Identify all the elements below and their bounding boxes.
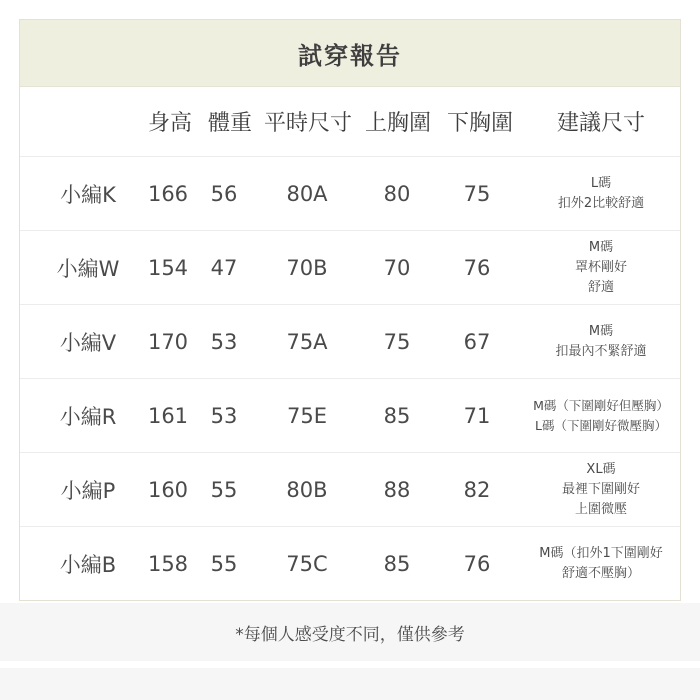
- row-name: 小編B: [59, 553, 117, 577]
- recommendation-line: M碼: [588, 323, 614, 339]
- row-height: 161: [147, 403, 189, 428]
- row-weight: 53: [210, 403, 238, 428]
- table-row: [20, 527, 680, 601]
- row-usual-size: 75E: [287, 403, 327, 428]
- row-name: 小編R: [59, 404, 117, 429]
- row-upper-bust: 80: [383, 181, 411, 206]
- row-weight: 55: [210, 552, 238, 576]
- recommendation-line: L碼: [590, 175, 612, 191]
- row-height: 154: [147, 255, 189, 280]
- row-usual-size: 80A: [286, 181, 328, 206]
- row-usual-size: 70B: [286, 255, 328, 280]
- row-name: 小編P: [60, 478, 116, 503]
- row-weight: 56: [210, 181, 238, 206]
- row-recommendation: [520, 157, 682, 230]
- recommendation-line: M碼（下圍剛好但壓胸）: [533, 397, 669, 413]
- row-under-bust: 76: [463, 552, 491, 576]
- row-upper-bust: 85: [383, 403, 411, 428]
- row-weight: 55: [210, 477, 238, 502]
- row-usual-size: 75A: [286, 329, 328, 354]
- row-upper-bust: 88: [383, 477, 411, 502]
- disclaimer-note: [0, 603, 700, 661]
- row-weight: 47: [210, 255, 238, 280]
- fitting-report-table: [19, 19, 681, 601]
- row-height: 160: [147, 477, 189, 502]
- table-row: [20, 305, 680, 379]
- recommendation-line: 舒適不壓胸）: [561, 566, 640, 581]
- recommendation-line: L碼（下圍剛好微壓胸）: [535, 417, 667, 433]
- row-height: 158: [147, 552, 189, 576]
- header-under-bust: 下胸圍: [446, 111, 513, 136]
- row-weight: 53: [210, 329, 238, 354]
- row-under-bust: 71: [463, 403, 491, 428]
- row-name: 小編W: [56, 256, 120, 281]
- row-recommendation: [520, 379, 682, 452]
- title-bar: [20, 20, 680, 87]
- row-under-bust: 76: [463, 255, 491, 280]
- row-upper-bust: 70: [383, 255, 411, 280]
- recommendation-line: 扣最內不緊舒適: [555, 343, 647, 359]
- row-under-bust: 82: [463, 477, 491, 502]
- table-row: [20, 157, 680, 231]
- header-height: 身高: [147, 111, 192, 136]
- header-recommended-size: 建議尺寸: [556, 111, 645, 136]
- recommendation-line: M碼（扣外1下圍剛好: [539, 546, 663, 561]
- row-height: 170: [147, 329, 189, 354]
- row-upper-bust: 75: [383, 329, 411, 354]
- recommendation-line: 上圍微壓: [574, 501, 627, 517]
- recommendation-line: XL碼: [586, 461, 616, 477]
- header-weight: 體重: [207, 111, 252, 136]
- row-usual-size: 75C: [286, 552, 328, 576]
- header-usual-size: 平時尺寸: [263, 111, 352, 136]
- recommendation-line: 最裡下圍剛好: [561, 481, 640, 497]
- table-row: [20, 379, 680, 453]
- row-usual-size: 80B: [286, 477, 328, 502]
- row-name: 小編K: [60, 182, 116, 207]
- table-row: [20, 231, 680, 305]
- header-upper-bust: 上胸圍: [364, 111, 431, 136]
- recommendation-line: M碼: [588, 239, 614, 255]
- table-header-row: [20, 87, 680, 157]
- row-upper-bust: 85: [383, 552, 411, 576]
- disclaimer-text: *每個人感受度不同，僅供參考: [235, 624, 465, 645]
- recommendation-line: 罩杯剛好: [574, 259, 627, 275]
- row-recommendation: [520, 453, 682, 526]
- report-title: 試穿報告: [298, 41, 402, 70]
- row-recommendation: [520, 231, 682, 304]
- table-row: [20, 453, 680, 527]
- row-under-bust: 67: [463, 329, 491, 354]
- row-under-bust: 75: [463, 181, 491, 206]
- row-recommendation: [520, 527, 682, 601]
- row-name: 小編V: [59, 330, 117, 355]
- recommendation-line: 舒適: [587, 279, 614, 295]
- footer-strip: [0, 668, 700, 700]
- recommendation-line: 扣外2比較舒適: [557, 195, 645, 211]
- row-height: 166: [147, 181, 189, 206]
- row-recommendation: [520, 305, 682, 378]
